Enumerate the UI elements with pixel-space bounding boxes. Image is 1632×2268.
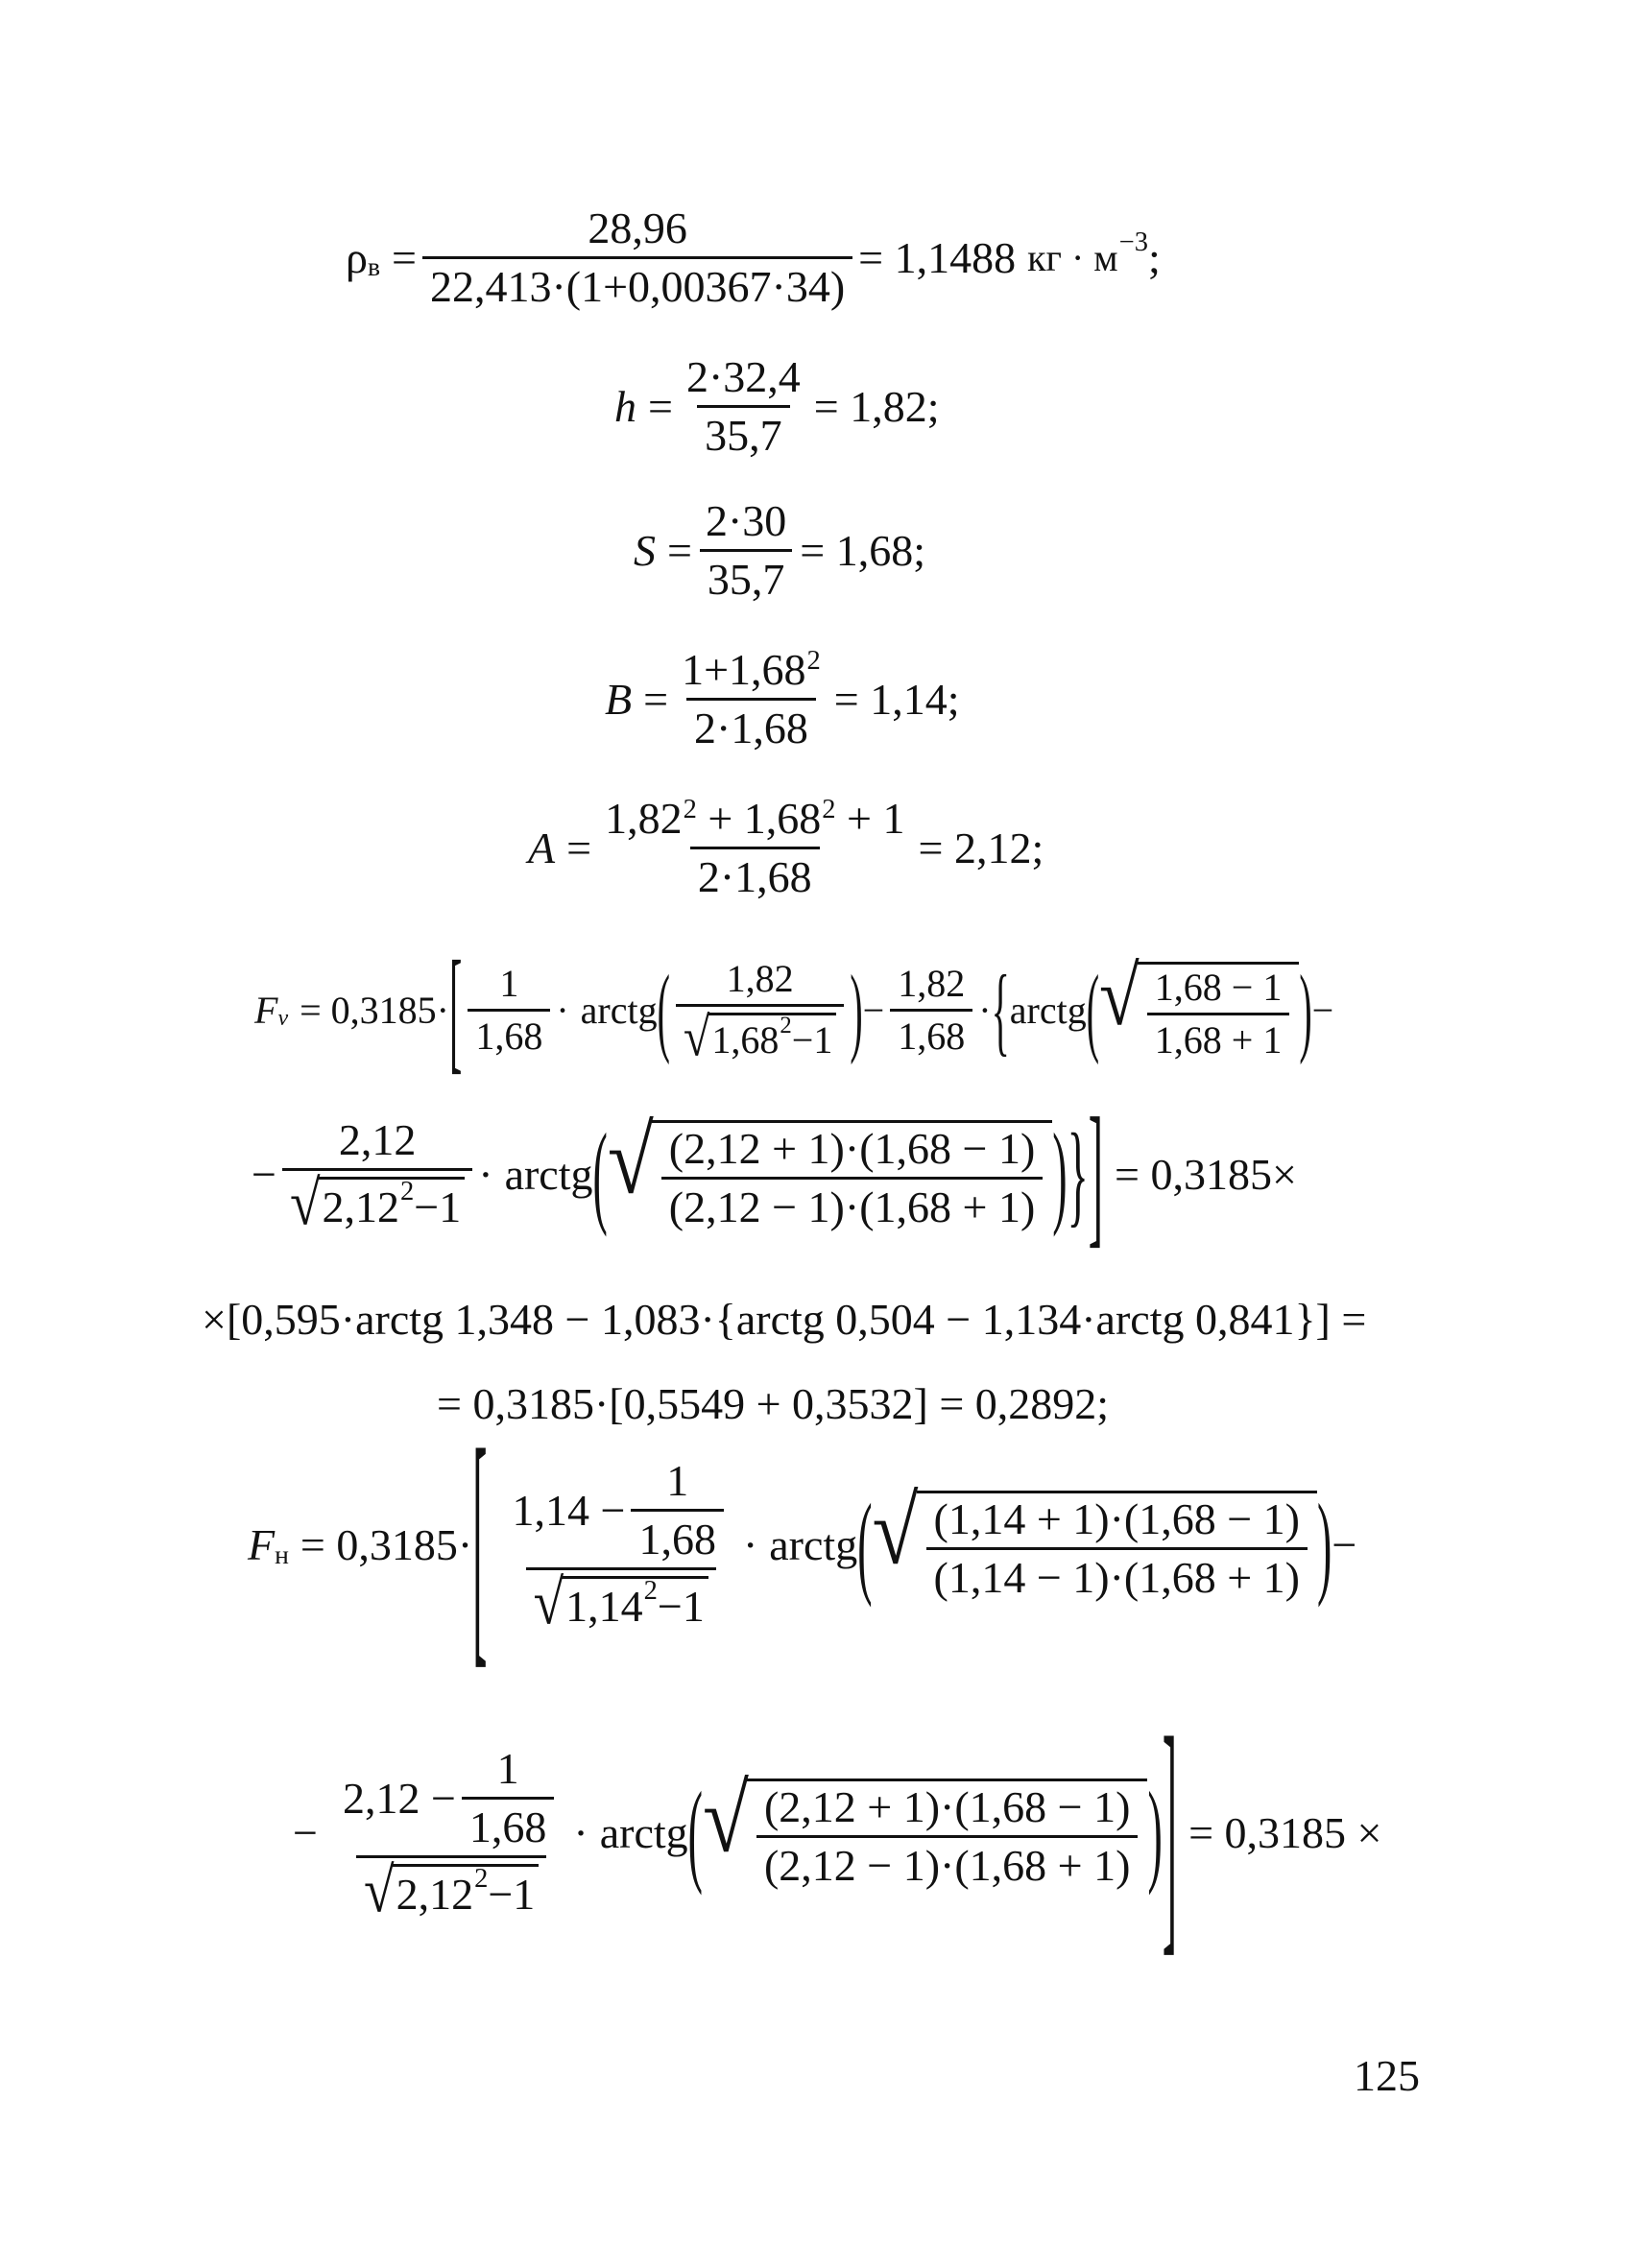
fv-term-2-denominator	[676, 1004, 844, 1068]
fv-term-3	[890, 962, 972, 1058]
equation-rho: ρ в = $\frac{28,96}{22,413\cdot(1+0,00367\cdot 34)}$ = 1,1488 кг · м −3 ;	[346, 203, 1161, 311]
fn-root-b-fraction	[756, 1781, 1138, 1890]
h-fraction	[679, 352, 808, 460]
fn-term-b-sqrt-base: 2,12	[396, 1870, 474, 1920]
fv-line-4-text: = 0,3185·[0,5549 + 0,3532] = 0,2892;	[437, 1379, 1110, 1428]
fn-paren-close-a: )	[1316, 1480, 1332, 1608]
fv-line-2-paren-open: (	[592, 1110, 608, 1238]
fn-term-b-inner-numerator: 1	[496, 1744, 519, 1793]
fv-minus-1: −	[862, 988, 885, 1032]
fv-line-2-root: √ $\frac{(2,12 + 1)\cdot(1,68 - 1)}{(2,12 - 1)\cdot(1,68 + 1)}$	[608, 1120, 1052, 1229]
equation-a: A = $\frac{1,82^2 + 1,68^2 + 1}{2\cdot 1,68}$ = 2,12;	[528, 794, 1044, 901]
fv-line-2-sqrt-exponent: 2	[400, 1177, 415, 1207]
fv-line-2-arctg: arctg	[504, 1150, 593, 1200]
fn-term-b-inner-fraction	[462, 1744, 555, 1851]
fv-line-3-text: ×[0,595·arctg 1,348 − 1,083·{arctg 0,504 − 1,134·arctg 0,841}] =	[202, 1295, 1367, 1344]
h-result: = 1,82;	[813, 381, 940, 431]
rho-symbol: ρ	[346, 232, 368, 282]
fn-root-b-numerator: (2,12 + 1)·(1,68 − 1)	[763, 1781, 1131, 1831]
fn-variable: F	[248, 1519, 276, 1569]
b-numerator	[674, 645, 828, 698]
fn-term-b-sqrt: √ 2,12 2 −1	[364, 1864, 539, 1920]
rho-subscript: в	[367, 251, 380, 282]
equation-fv-line-4	[437, 1379, 1110, 1428]
fv-sqrt-1-base: 1,68	[711, 1017, 780, 1062]
fv-brace-open: {	[991, 952, 1010, 1065]
b-numerator-base: 1+1,68	[682, 645, 806, 694]
fv-term-4-denominator: 1,68 + 1	[1147, 1013, 1290, 1060]
rho-tail: ;	[1147, 232, 1161, 282]
fn-term-a-numerator	[504, 1456, 736, 1567]
fn-root-a-numerator: (1,14 + 1)·(1,68 − 1)	[933, 1493, 1300, 1543]
fn-term-a	[504, 1456, 736, 1638]
fv-line-2-sqrt-base: 2,12	[322, 1182, 400, 1232]
a-exponent-2: 2	[822, 795, 836, 825]
fv-line-2-denominator	[282, 1168, 472, 1239]
fv-term-3-denominator: 1,68	[890, 1009, 972, 1056]
fv-paren-open-2: (	[1086, 952, 1100, 1065]
fn-root-b-denominator: (2,12 − 1)·(1,68 + 1)	[756, 1835, 1138, 1888]
fn-arctg-a: arctg	[769, 1519, 858, 1569]
h-numerator: 2·32,4	[685, 352, 801, 401]
fn-arctg-b: arctg	[599, 1807, 688, 1857]
a-numerator-term-1: 1,82	[605, 794, 683, 843]
fn-right-bracket: ]	[1162, 1683, 1178, 1977]
equation-fv-line-3	[202, 1295, 1367, 1344]
fv-term-4	[1147, 965, 1290, 1062]
fv-line-2-minus: −	[252, 1150, 276, 1200]
fn-term-a-inner-numerator: 1	[666, 1456, 689, 1505]
fv-paren-close-2: )	[1299, 952, 1312, 1065]
fv-coefficient: = 0,3185·	[300, 988, 449, 1032]
page-number: 125	[1354, 2051, 1420, 2100]
h-denominator: 35,7	[697, 405, 790, 458]
fn-term-a-sqrt-base: 1,14	[565, 1582, 643, 1632]
rho-denominator: 22,413·(1+0,00367·34)	[422, 256, 852, 309]
fn-paren-open-b: (	[687, 1768, 703, 1896]
equation-h: h = $\frac{2\cdot 32,4}{35,7}$ = 1,82;	[614, 352, 940, 460]
fv-sqrt-2: √ $\frac{1,68 - 1}{1,68 + 1}$	[1099, 962, 1299, 1060]
fn-term-b-sqrt-minus: −1	[488, 1870, 536, 1920]
fv-arctg-2: arctg	[1009, 988, 1087, 1032]
fv-subscript: v	[277, 1005, 289, 1031]
fv-sqrt-1: √ 1,68 2 −1	[684, 1013, 836, 1061]
equation-fv-line-2: − 2,12 √ 2,12 2 −1 · arctg ( √ $\frac{(2,12 + 1)\cdot(1,68 - 1)}{(2,12 - 1)\cdot(1,68 + 1)}$ ) } ] = 0,3185×	[252, 1085, 1297, 1262]
equation-fn-line-1: F н = 0,3185· [ 1,14 − $\frac{1}{1,68}$ √ 1,14 2 −1 · arctg ( √ $\frac{(1,14 + 1)\cdot(1,68 - 1)}{(1,14 - 1)\cdot(1,68 + 1)}$ ) −	[248, 1395, 1357, 1689]
fv-term-1-denominator: 1,68	[468, 1009, 550, 1056]
a-numerator	[597, 794, 912, 847]
fn-root-a-denominator: (1,14 − 1)·(1,68 + 1)	[926, 1547, 1308, 1600]
fn-term-a-inner-fraction	[631, 1456, 724, 1564]
fv-variable: F	[254, 988, 278, 1032]
fn-coefficient: = 0,3185·	[300, 1519, 473, 1569]
fn-subscript: н	[275, 1539, 289, 1569]
rho-result: = 1,1488	[858, 232, 1017, 282]
fv-arctg-1: arctg	[580, 988, 658, 1032]
fv-term-4-numerator: 1,68 − 1	[1154, 965, 1283, 1009]
fv-sqrt-1-exponent: 2	[780, 1013, 792, 1039]
a-variable: A	[528, 823, 556, 872]
fv-left-bracket: [	[448, 930, 463, 1086]
fn-term-b-inner-denominator: 1,68	[462, 1797, 555, 1850]
fv-term-1-numerator: 1	[499, 962, 519, 1005]
rho-unit-exponent: −3	[1118, 227, 1148, 257]
fv-line-2-root-numerator: (2,12 + 1)·(1,68 − 1)	[668, 1124, 1036, 1174]
fv-line-2-root-fraction	[661, 1124, 1043, 1232]
fn-term-a-top: 1,14 −	[512, 1485, 626, 1535]
fn-term-a-sqrt: √ 1,14 2 −1	[534, 1576, 708, 1632]
fv-sqrt-1-minus: −1	[791, 1017, 833, 1062]
fv-line-2-result: = 0,3185×	[1115, 1150, 1297, 1200]
a-numerator-term-2: + 1,68	[696, 794, 822, 843]
s-numerator: 2·30	[705, 496, 787, 545]
b-denominator: 2·1,68	[686, 698, 816, 751]
fn-term-a-sqrt-exponent: 2	[643, 1576, 658, 1607]
a-denominator: 2·1,68	[690, 847, 820, 899]
s-fraction	[698, 496, 794, 604]
fv-paren-open-1: (	[657, 952, 670, 1065]
fv-line-2-sqrt: √ 2,12 2 −1	[290, 1177, 465, 1232]
fn-term-b-numerator	[335, 1744, 567, 1855]
fn-term-a-inner-denominator: 1,68	[631, 1509, 724, 1562]
fn-paren-open-a: (	[857, 1480, 873, 1608]
fv-line-2-paren-close: )	[1052, 1110, 1068, 1238]
fn-term-a-denominator	[526, 1567, 716, 1638]
fv-line-2-brace-close: }	[1067, 1110, 1089, 1238]
fv-line-2-numerator: 2,12	[338, 1115, 417, 1164]
fv-minus-2: −	[1311, 988, 1334, 1032]
fv-term-1	[468, 962, 550, 1058]
b-variable: B	[605, 674, 633, 724]
fn-term-b-top: 2,12 −	[342, 1773, 456, 1823]
fv-paren-close-1: )	[850, 952, 863, 1065]
fn-term-b-denominator	[356, 1855, 546, 1926]
h-variable: h	[614, 381, 636, 431]
fn-root-b: √ $\frac{(2,12 + 1)\cdot(1,68 - 1)}{(2,12 - 1)\cdot(1,68 + 1)}$	[703, 1779, 1147, 1888]
s-variable: S	[634, 525, 656, 575]
equation-b: B = $\frac{1+1,68^2}{2\cdot 1,68}$ = 1,14;	[605, 645, 960, 752]
fn-minus-1: −	[1332, 1519, 1357, 1569]
rho-unit: кг · м	[1027, 235, 1118, 279]
fv-line-2-fraction	[282, 1115, 472, 1239]
a-exponent-1: 2	[683, 795, 697, 825]
b-numerator-exponent: 2	[806, 646, 821, 677]
fn-left-bracket: [	[472, 1395, 488, 1689]
fn-term-b	[335, 1744, 567, 1926]
fn-term-a-sqrt-minus: −1	[657, 1582, 705, 1632]
a-numerator-term-3: + 1	[835, 794, 905, 843]
rho-numerator: 28,96	[588, 203, 687, 252]
fn-line-2-minus: −	[293, 1807, 318, 1857]
a-result: = 2,12;	[918, 823, 1044, 872]
fv-dot: ·	[978, 988, 992, 1032]
fv-term-2-numerator: 1,82	[726, 957, 794, 1000]
fn-term-b-sqrt-exponent: 2	[474, 1864, 489, 1895]
fv-term-2	[676, 957, 844, 1068]
b-fraction	[674, 645, 828, 752]
s-result: = 1,68;	[800, 525, 926, 575]
fn-root-a: √ $\frac{(1,14 + 1)\cdot(1,68 - 1)}{(1,14 - 1)\cdot(1,68 + 1)}$	[873, 1491, 1317, 1600]
fv-line-2-sqrt-minus: −1	[414, 1182, 462, 1232]
equation-fv-line-1: F v = 0,3185· [ $\frac{1}{1,68}$ · arctg ( 1,82 √ 1,68 2 −1 ) − $\frac{1,82}{1,68}$ · { arctg ( √ $\frac{1,68 - 1}{1,68 + 1}$ ) −	[254, 930, 1334, 1086]
fv-term-3-numerator: 1,82	[898, 962, 966, 1005]
fn-root-a-fraction	[926, 1493, 1308, 1602]
rho-fraction	[422, 203, 852, 311]
fn-paren-close-b: )	[1147, 1768, 1163, 1896]
b-result: = 1,14;	[833, 674, 960, 724]
equation-fn-line-2: − 2,12 − $\frac{1}{1,68}$ √ 2,12 2 −1 · arctg ( √ $\frac{(2,12 + 1)\cdot(1,68 - 1)}{(2,12 - 1)\cdot(1,68 + 1)}$ ) ] = 0,3185 ×	[293, 1683, 1382, 1977]
fn-result: = 0,3185 ×	[1188, 1807, 1382, 1857]
a-fraction	[597, 794, 912, 901]
fv-line-2-root-denominator: (2,12 − 1)·(1,68 + 1)	[661, 1177, 1043, 1229]
s-denominator: 35,7	[700, 549, 793, 602]
equation-s: S = $\frac{2\cdot 30}{35,7}$ = 1,68;	[634, 496, 926, 604]
fv-line-2-bracket-close: ]	[1088, 1085, 1104, 1262]
